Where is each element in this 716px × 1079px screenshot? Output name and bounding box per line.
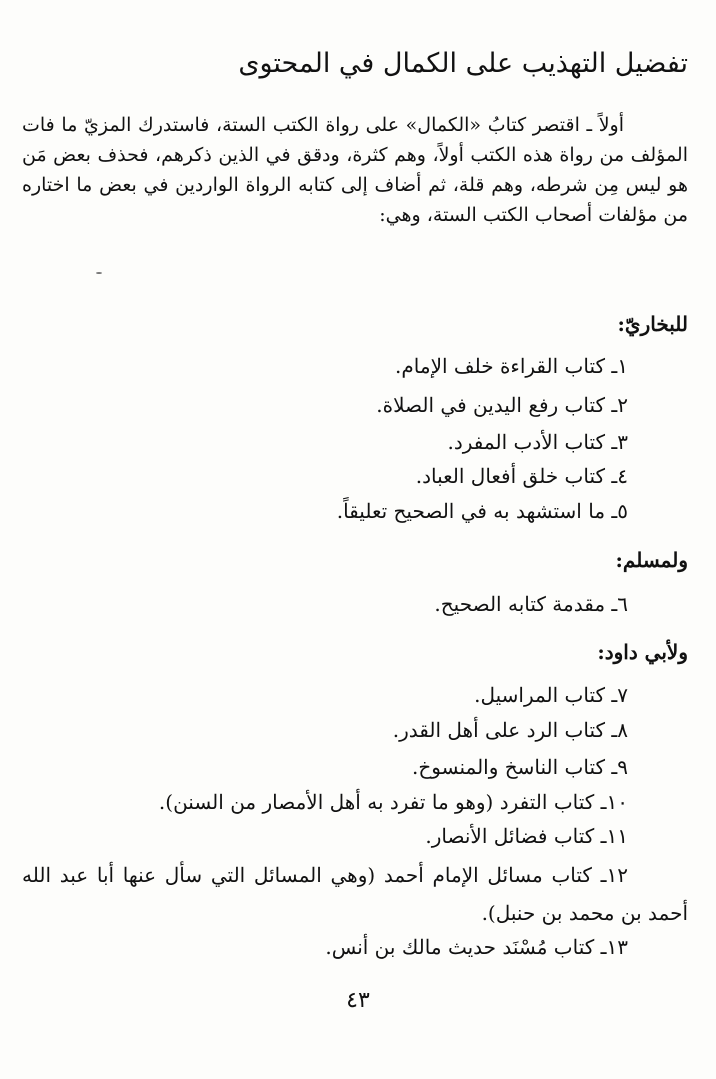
- list-item: ١١ـ كتاب فضائل الأنصار.: [425, 824, 628, 848]
- intro-paragraph: أولاً ـ اقتصر كتابُ «الكمال» على رواة الكتب الستة، فاستدرك المزيّ ما فات المؤلف من رواة هذه الكتب أولاً، وهم كثرة، ودقق في الذين ذكرهم، فحذف بعض مَن هو ليس مِن شرطه، وهم قلة، ثم أضاف إلى كتابه الرواة الواردين في بعض ما اختاره من مؤلفات أصحاب الكتب الستة، وهي:: [22, 114, 689, 226]
- list-item: ١ـ كتاب القراءة خلف الإمام.: [395, 354, 628, 378]
- list-item: ١٠ـ كتاب التفرد (وهو ما تفرد به أهل الأمصار من السنن).: [158, 790, 628, 814]
- list-item: ٣ـ كتاب الأدب المفرد.: [447, 430, 628, 454]
- bukhari-heading: للبخاريّ:: [617, 312, 688, 336]
- list-item: ٤ـ كتاب خلق أفعال العباد.: [415, 464, 628, 488]
- page-number: ٤٣: [346, 988, 370, 1013]
- list-item: ٧ـ كتاب المراسيل.: [474, 683, 628, 707]
- list-item: ٩ـ كتاب الناسخ والمنسوخ.: [412, 755, 628, 779]
- list-item: ٢ـ كتاب رفع اليدين في الصلاة.: [376, 393, 628, 417]
- list-item-13: ١٣ـ كتاب مُسْنَد حديث مالك بن أنس.: [325, 935, 628, 959]
- list-item-12: ١٢ـ كتاب مسائل الإمام أحمد (وهي المسائل التي سأل عنها أبا عبد الله أحمد بن محمد بن حنبل).: [22, 863, 688, 925]
- abudawud-heading: ولأبي داود:: [597, 640, 688, 664]
- list-item: ٥ـ ما استشهد به في الصحيح تعليقاً.: [336, 499, 628, 523]
- list-item: ٦ـ مقدمة كتابه الصحيح.: [434, 592, 628, 616]
- list-item: ٨ـ كتاب الرد على أهل القدر.: [392, 718, 628, 742]
- scan-speck: [96, 272, 102, 274]
- muslim-heading: ولمسلم:: [615, 548, 688, 572]
- running-header: تفضيل التهذيب على الكمال في المحتوى: [238, 48, 688, 79]
